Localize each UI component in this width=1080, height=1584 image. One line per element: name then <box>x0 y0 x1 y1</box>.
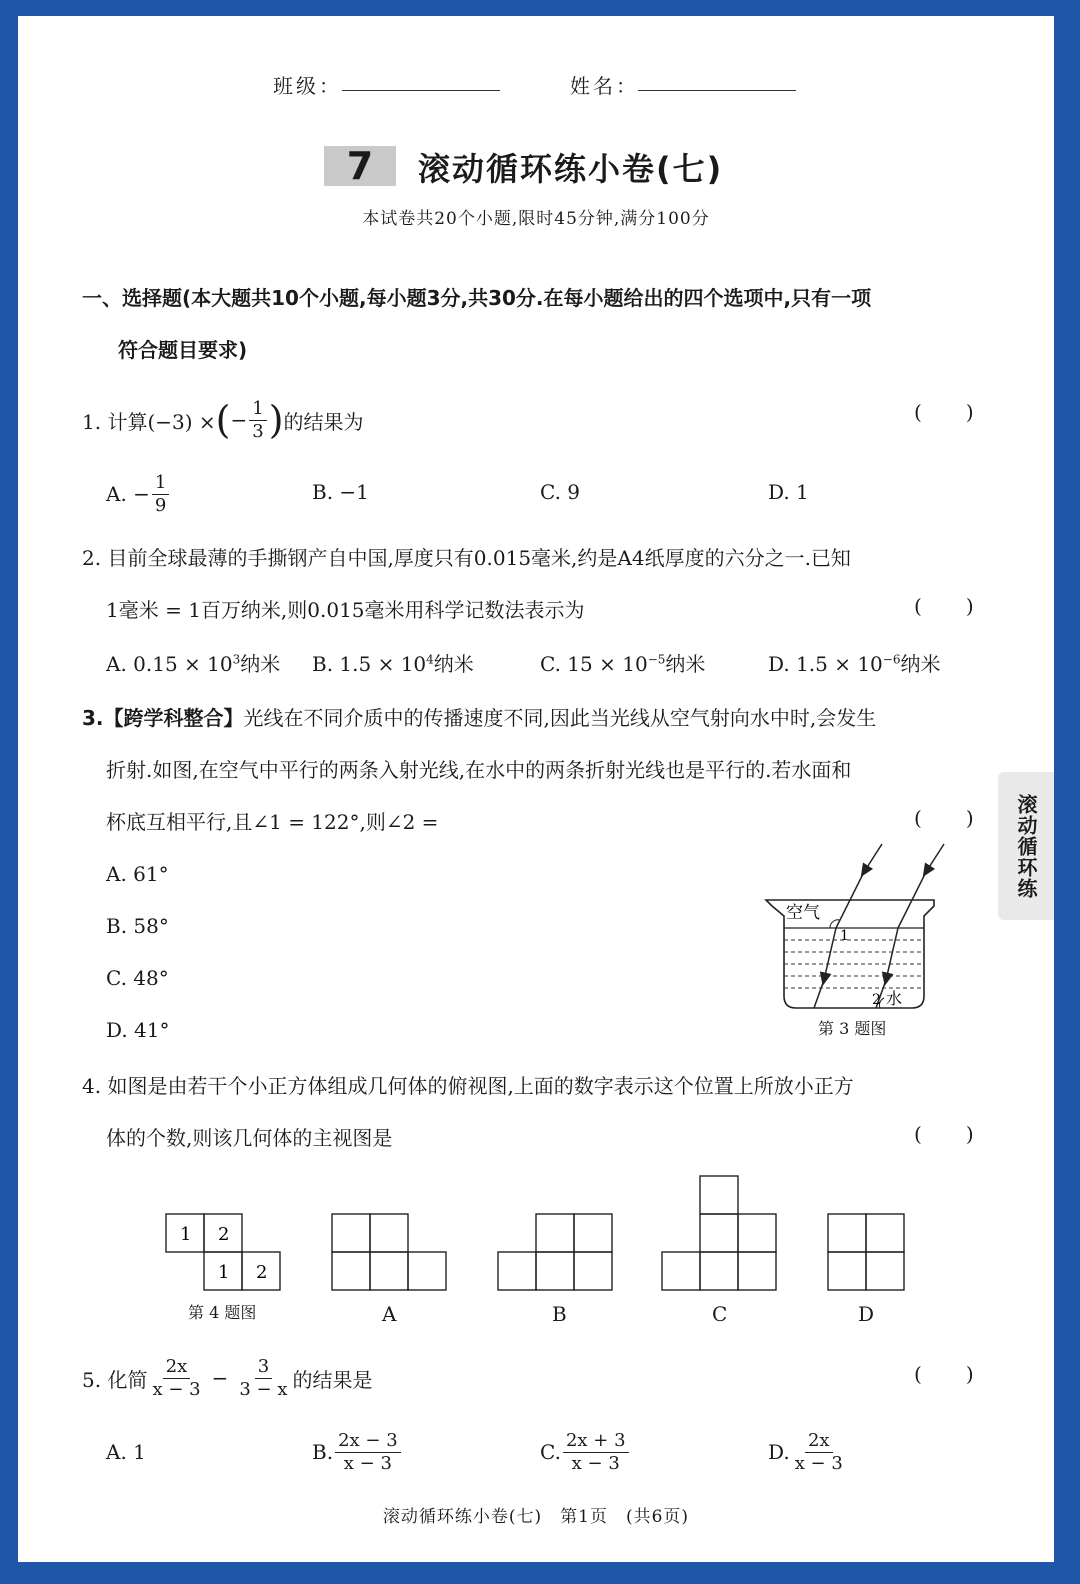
name-label: 姓名： <box>570 74 639 98</box>
q3-option-c[interactable]: C. 48° <box>106 966 169 990</box>
q4-option-a[interactable]: A <box>382 1302 397 1326</box>
q5-f1-den: x − 3 <box>152 1378 201 1400</box>
q5-option-c[interactable] <box>540 1424 631 1480</box>
q2-b-unit: 纳米 <box>433 652 474 676</box>
q2-option-a[interactable] <box>106 648 280 677</box>
q3-option-a[interactable]: A. 61° <box>106 862 169 886</box>
q1-a-label: A. − <box>106 482 150 506</box>
question-5 <box>82 1348 373 1408</box>
paren-close: ) <box>965 1362 974 1386</box>
q4-option-d[interactable]: D <box>858 1302 875 1326</box>
q2-option-c[interactable] <box>540 648 705 677</box>
grid-cell-top-2: 2 <box>218 1224 230 1245</box>
q2-d-exp: −6 <box>882 652 901 667</box>
q5-minus: − <box>211 1366 229 1390</box>
q5-f1-num: 2x <box>163 1356 191 1379</box>
question-3-line3: 杯底互相平行,且∠1 = 122°,则∠2 = <box>106 810 439 834</box>
q5-b-den: x − 3 <box>343 1452 392 1474</box>
fig-angle2-label: 2 <box>872 992 881 1008</box>
q5-c-den: x − 3 <box>571 1452 620 1474</box>
fig-air-label: 空气 <box>786 903 820 923</box>
grid-cell-top-1: 1 <box>180 1224 192 1245</box>
q1-option-b[interactable]: B. −1 <box>312 480 369 504</box>
q4-option-b-view <box>498 1214 612 1290</box>
q1-prefix: 1. 计算(−3) × <box>82 409 216 434</box>
q5-c-fraction <box>563 1430 629 1474</box>
q4-option-d-view <box>828 1214 904 1290</box>
water-lines <box>784 928 924 988</box>
q3-line1-rest: 光线在不同介质中的传播速度不同,因此当光线从空气射向水中时,会发生 <box>243 706 877 730</box>
q5-f2-den: 3 − x <box>239 1378 288 1400</box>
q5-d-den: x − 3 <box>794 1452 843 1474</box>
q5-fraction-2 <box>236 1356 290 1400</box>
q5-option-a[interactable]: A. 1 <box>106 1440 146 1464</box>
q2-d-unit: 纳米 <box>900 652 941 676</box>
page-footer: 滚动循环练小卷(七) 第1页 (共6页) <box>382 1507 690 1527</box>
paper-number-badge: 7 <box>324 146 396 186</box>
q4-figure-caption: 第 4 题图 <box>188 1303 257 1322</box>
section-heading-cont: 符合题目要求) <box>118 338 248 362</box>
q1-frac-num: 1 <box>249 398 266 421</box>
q5-b-label: B. <box>312 1440 334 1464</box>
q5-d-num: 2x <box>805 1430 833 1453</box>
q3-option-b[interactable]: B. 58° <box>106 914 169 938</box>
q2-a-base: A. 0.15 × 10 <box>106 652 233 676</box>
q4-option-b[interactable]: B <box>552 1302 567 1326</box>
q5-fraction-1 <box>149 1356 203 1400</box>
q2-b-base: B. 1.5 × 10 <box>312 652 427 676</box>
paren-close: ) <box>965 1122 974 1146</box>
paren-close: ) <box>965 806 974 830</box>
paren-open: ( <box>914 400 922 424</box>
paren-close: ) <box>965 400 974 424</box>
exam-page <box>18 16 1054 1562</box>
class-blank[interactable] <box>342 90 500 91</box>
q1-option-c[interactable]: C. 9 <box>540 480 581 504</box>
question-3-line1 <box>82 702 876 731</box>
question-2-line1: 2. 目前全球最薄的手撕钢产自中国,厚度只有0.015毫米,约是A4纸厚度的六分之一.已知 <box>82 546 851 570</box>
q1-option-d[interactable]: D. 1 <box>768 480 809 504</box>
fig-water-label: 水 <box>886 989 903 1008</box>
q2-d-base: D. 1.5 × 10 <box>768 652 883 676</box>
q1-option-a[interactable] <box>106 468 171 520</box>
page-subtitle: 本试卷共20个小题,限时45分钟,满分100分 <box>362 209 710 229</box>
q5-c-label: C. <box>540 1440 561 1464</box>
q2-answer-paren[interactable] <box>914 594 974 618</box>
q3-figure-caption: 第 3 题图 <box>818 1019 887 1038</box>
paren-open: ( <box>914 806 922 830</box>
q3-refraction-figure <box>758 836 958 1016</box>
q1-fraction <box>249 398 266 442</box>
q2-b-exp: 4 <box>426 652 434 667</box>
q5-d-fraction <box>792 1430 846 1474</box>
q1-frac-den: 3 <box>252 420 264 442</box>
page-title: 滚动循环练小卷(七) <box>418 150 724 188</box>
q5-d-label: D. <box>768 1440 790 1464</box>
q5-answer-paren[interactable] <box>914 1362 974 1386</box>
q4-option-a-view <box>332 1214 446 1290</box>
q2-c-unit: 纳米 <box>665 652 706 676</box>
q1-answer-paren[interactable] <box>914 400 974 424</box>
q1-a-fraction <box>152 472 169 516</box>
grid-cell-bottom-1: 1 <box>218 1262 230 1283</box>
q4-figures <box>158 1166 918 1316</box>
q3-tag: 3.【跨学科整合】 <box>82 706 244 730</box>
question-4-line2: 体的个数,则该几何体的主视图是 <box>106 1126 393 1150</box>
fig-angle1-label: 1 <box>840 928 849 944</box>
q1-a-num: 1 <box>152 472 169 495</box>
q2-option-b[interactable] <box>312 648 474 677</box>
q1-a-den: 9 <box>154 494 167 516</box>
paren-close: ) <box>965 594 974 618</box>
q4-answer-paren[interactable] <box>914 1122 974 1146</box>
side-tab: 滚动循环练 <box>998 772 1054 920</box>
q5-suffix: 的结果是 <box>292 1367 373 1392</box>
q3-option-d[interactable]: D. 41° <box>106 1018 170 1042</box>
paren-open: ( <box>914 1122 922 1146</box>
class-label: 班级： <box>273 74 342 98</box>
question-3-line2: 折射.如图,在空气中平行的两条入射光线,在水中的两条折射光线也是平行的.若水面和 <box>106 758 852 782</box>
q2-a-exp: 3 <box>232 652 241 667</box>
q2-a-unit: 纳米 <box>240 652 281 676</box>
q1-suffix: 的结果为 <box>283 409 364 434</box>
q4-option-c-view <box>662 1176 776 1290</box>
q5-b-num: 2x − 3 <box>335 1430 401 1453</box>
section-heading: 一、选择题(本大题共10个小题,每小题3分,共30分.在每小题给出的四个选项中,只有一项 <box>82 286 872 310</box>
q2-c-base: C. 15 × 10 <box>540 652 648 676</box>
q4-option-c[interactable]: C <box>712 1302 728 1326</box>
question-1 <box>82 394 364 446</box>
question-4-line1: 4. 如图是由若干个小正方体组成几何体的俯视图,上面的数字表示这个位置上所放小正方 <box>82 1074 854 1098</box>
q5-f2-num: 3 <box>255 1356 272 1379</box>
q5-c-num: 2x + 3 <box>563 1430 629 1453</box>
q5-option-d[interactable] <box>768 1424 848 1480</box>
q5-option-b[interactable] <box>312 1424 403 1480</box>
q1-frac-sign: − <box>230 408 248 432</box>
left-paren-glyph: ( <box>215 398 231 442</box>
question-2-line2: 1毫米 = 1百万纳米,则0.015毫米用科学记数法表示为 <box>106 598 585 622</box>
q2-option-d[interactable] <box>768 648 940 677</box>
incident-rays <box>836 844 944 928</box>
q3-answer-paren[interactable] <box>914 806 974 830</box>
q5-prefix: 5. 化简 <box>82 1367 148 1392</box>
right-paren-glyph: ) <box>268 398 284 442</box>
grid-cell-bottom-2: 2 <box>256 1262 268 1283</box>
name-blank[interactable] <box>638 90 796 91</box>
q5-b-fraction <box>335 1430 401 1474</box>
q2-c-exp: −5 <box>647 652 666 667</box>
paren-open: ( <box>914 594 922 618</box>
paren-open: ( <box>914 1362 922 1386</box>
